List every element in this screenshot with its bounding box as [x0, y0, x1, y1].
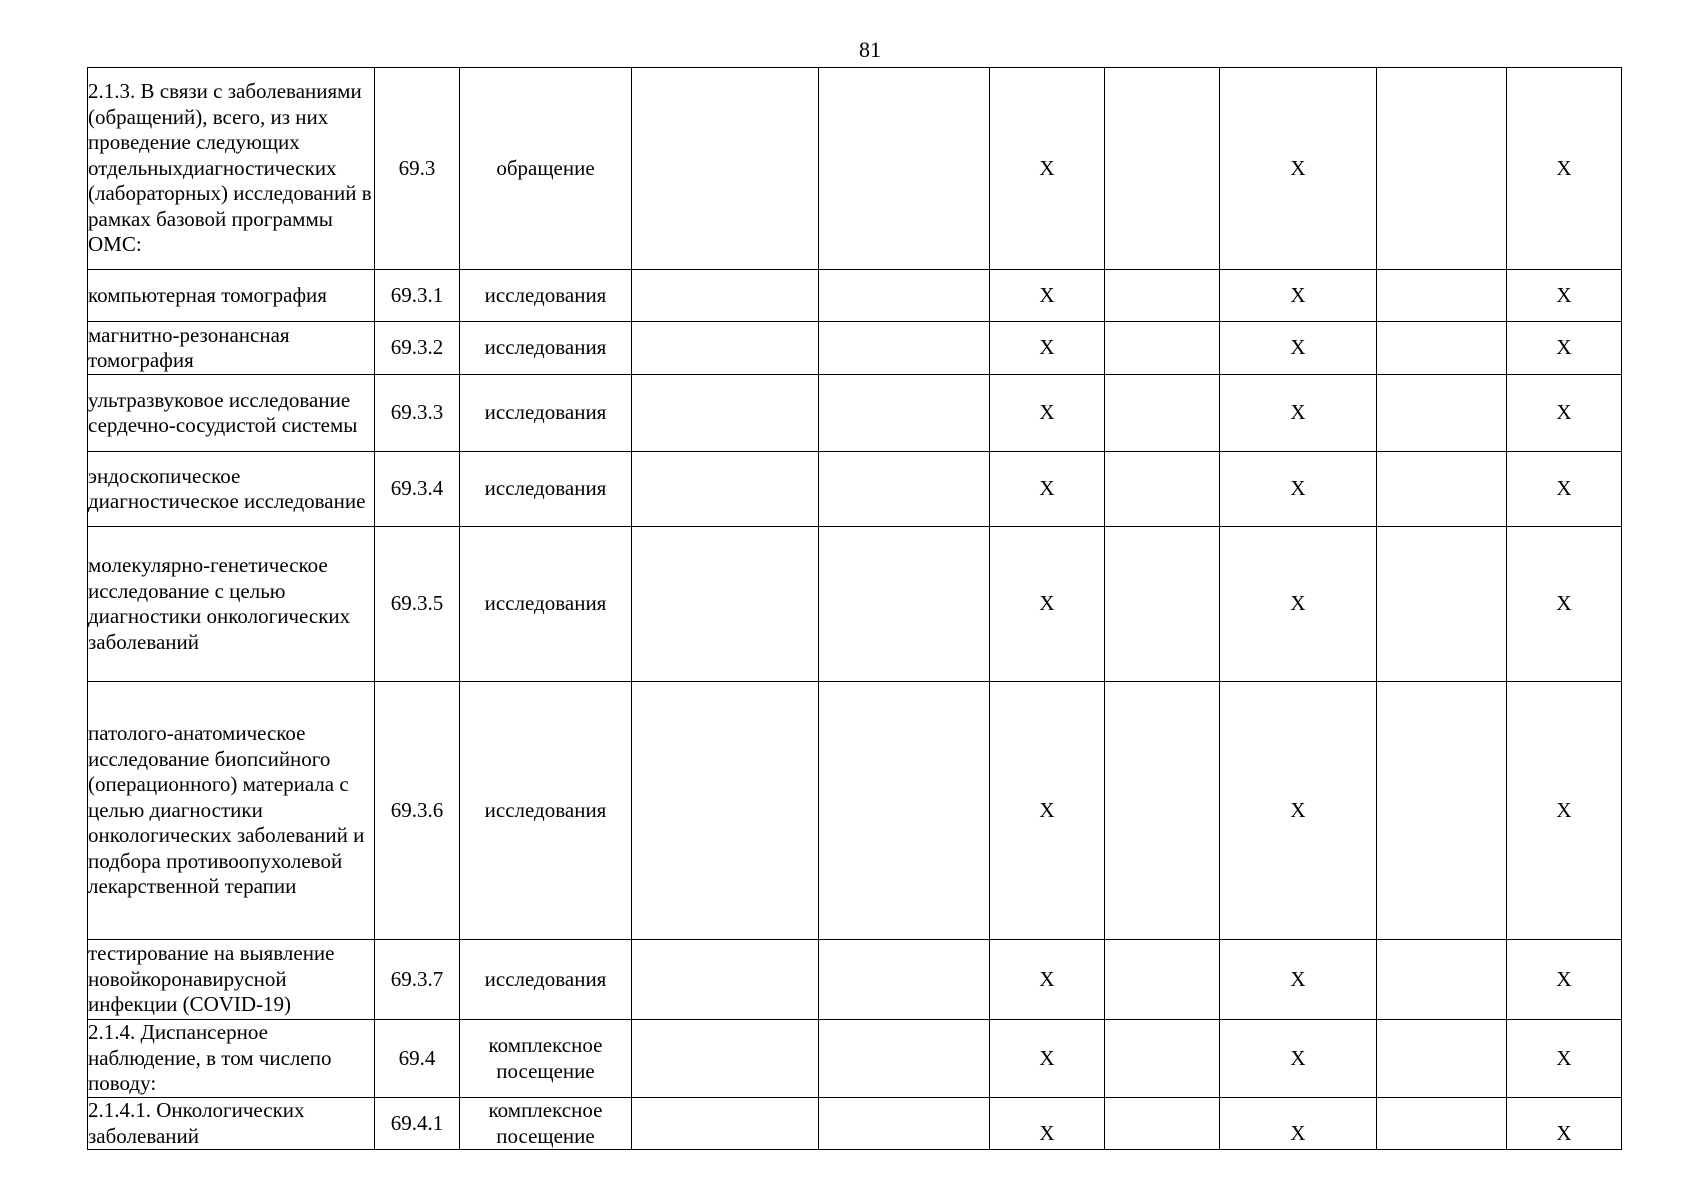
empty-cell	[1105, 1020, 1220, 1098]
empty-cell	[819, 1020, 990, 1098]
row-name: 2.1.4. Диспансерное наблюдение, в том числепо поводу:	[88, 1020, 375, 1098]
x-mark: X	[1220, 527, 1377, 682]
empty-cell	[1105, 270, 1220, 322]
empty-cell	[1105, 1098, 1220, 1150]
empty-cell	[632, 940, 819, 1020]
x-mark: X	[1220, 375, 1377, 452]
empty-cell	[1105, 527, 1220, 682]
x-mark: X	[1507, 682, 1622, 940]
page-number: 81	[859, 37, 881, 62]
x-mark: X	[1220, 68, 1377, 270]
table-row	[88, 322, 1622, 375]
x-mark-text: X	[1290, 1120, 1306, 1145]
x-mark: X	[1507, 322, 1622, 375]
x-mark: X	[990, 270, 1105, 322]
x-mark: X	[990, 1020, 1105, 1098]
x-mark: X	[1507, 270, 1622, 322]
empty-cell	[1105, 682, 1220, 940]
row-code: 69.3.5	[375, 527, 460, 682]
row-unit: исследования	[460, 452, 632, 527]
empty-cell	[1105, 452, 1220, 527]
row-code: 69.3.4	[375, 452, 460, 527]
row-unit: комплексное посещение	[460, 1020, 632, 1098]
row-code: 69.3.7	[375, 940, 460, 1020]
empty-cell	[1377, 322, 1507, 375]
row-unit: исследования	[460, 527, 632, 682]
empty-cell	[1377, 375, 1507, 452]
empty-cell	[819, 375, 990, 452]
empty-cell	[1377, 1020, 1507, 1098]
empty-cell	[819, 940, 990, 1020]
empty-cell	[632, 527, 819, 682]
x-mark: X	[1220, 682, 1377, 940]
x-mark: X	[990, 375, 1105, 452]
table-row	[88, 527, 1622, 682]
empty-cell	[819, 270, 990, 322]
row-unit: обращение	[460, 68, 632, 270]
empty-cell	[632, 1098, 819, 1150]
empty-cell	[632, 375, 819, 452]
x-mark: X	[1507, 68, 1622, 270]
x-mark: X	[990, 68, 1105, 270]
row-unit: комплексное посещение	[460, 1098, 632, 1150]
empty-cell	[1377, 452, 1507, 527]
table-row	[88, 375, 1622, 452]
x-mark: X	[1220, 270, 1377, 322]
empty-cell	[632, 452, 819, 527]
empty-cell	[1377, 270, 1507, 322]
data-table	[87, 67, 1622, 1150]
empty-cell	[1377, 1098, 1507, 1150]
x-mark: X	[1220, 322, 1377, 375]
empty-cell	[632, 1020, 819, 1098]
empty-cell	[1105, 322, 1220, 375]
row-code: 69.3	[375, 68, 460, 270]
table-row	[88, 940, 1622, 1020]
x-mark: X	[990, 527, 1105, 682]
empty-cell	[1105, 68, 1220, 270]
table-row	[88, 68, 1622, 270]
x-mark: X	[1220, 1020, 1377, 1098]
row-name: магнитно-резонансная томография	[88, 322, 375, 375]
x-mark: X	[1220, 452, 1377, 527]
empty-cell	[819, 527, 990, 682]
table-row	[88, 452, 1622, 527]
row-name: 2.1.3. В связи с заболеваниями (обращений), всего, из них проведение следующих отдельныхдиагностических (лабораторных) исследований в рамках базовой программы ОМС:	[88, 68, 375, 270]
row-name: компьютерная томография	[88, 270, 375, 322]
empty-cell	[632, 270, 819, 322]
x-mark: X	[1507, 1020, 1622, 1098]
row-unit: исследования	[460, 270, 632, 322]
empty-cell	[1377, 68, 1507, 270]
x-mark: X	[990, 940, 1105, 1020]
x-mark: X	[1507, 940, 1622, 1020]
row-unit: исследования	[460, 375, 632, 452]
row-name: патолого-анатомическое исследование биопсийного (операционного) материала с целью диагностики онкологических заболеваний и подбора противоопухолевой лекарственной терапии	[88, 682, 375, 940]
row-code: 69.3.2	[375, 322, 460, 375]
x-mark	[990, 1098, 1105, 1150]
empty-cell	[819, 682, 990, 940]
row-code: 69.3.6	[375, 682, 460, 940]
row-unit: исследования	[460, 682, 632, 940]
empty-cell	[819, 452, 990, 527]
table-row	[88, 270, 1622, 322]
empty-cell	[1105, 375, 1220, 452]
table-row	[88, 1020, 1622, 1098]
row-code: 69.4	[375, 1020, 460, 1098]
empty-cell	[632, 322, 819, 375]
row-code: 69.4.1	[375, 1098, 460, 1150]
empty-cell	[632, 68, 819, 270]
x-mark: X	[1220, 940, 1377, 1020]
x-mark	[1220, 1098, 1377, 1150]
row-unit: исследования	[460, 322, 632, 375]
row-name: эндоскопическое диагностическое исследование	[88, 452, 375, 527]
x-mark: X	[990, 682, 1105, 940]
x-mark: X	[1507, 452, 1622, 527]
empty-cell	[1377, 527, 1507, 682]
row-name: ультразвуковое исследование сердечно-сосудистой системы	[88, 375, 375, 452]
x-mark	[1507, 1098, 1622, 1150]
empty-cell	[1105, 940, 1220, 1020]
empty-cell	[1377, 940, 1507, 1020]
empty-cell	[819, 322, 990, 375]
x-mark: X	[1507, 375, 1622, 452]
empty-cell	[1377, 682, 1507, 940]
row-name: молекулярно-генетическое исследование с целью диагностики онкологических заболеваний	[88, 527, 375, 682]
row-name: 2.1.4.1. Онкологических заболеваний	[88, 1098, 375, 1150]
x-mark: X	[1507, 527, 1622, 682]
row-name: тестирование на выявление новойкоронавирусной инфекции (COVID-19)	[88, 940, 375, 1020]
row-unit: исследования	[460, 940, 632, 1020]
x-mark-text: X	[1039, 1120, 1055, 1145]
x-mark: X	[990, 322, 1105, 375]
table-row	[88, 682, 1622, 940]
row-code: 69.3.1	[375, 270, 460, 322]
empty-cell	[819, 1098, 990, 1150]
empty-cell	[819, 68, 990, 270]
x-mark: X	[990, 452, 1105, 527]
x-mark-text: X	[1556, 1120, 1572, 1145]
row-code: 69.3.3	[375, 375, 460, 452]
table-row	[88, 1098, 1622, 1150]
empty-cell	[632, 682, 819, 940]
